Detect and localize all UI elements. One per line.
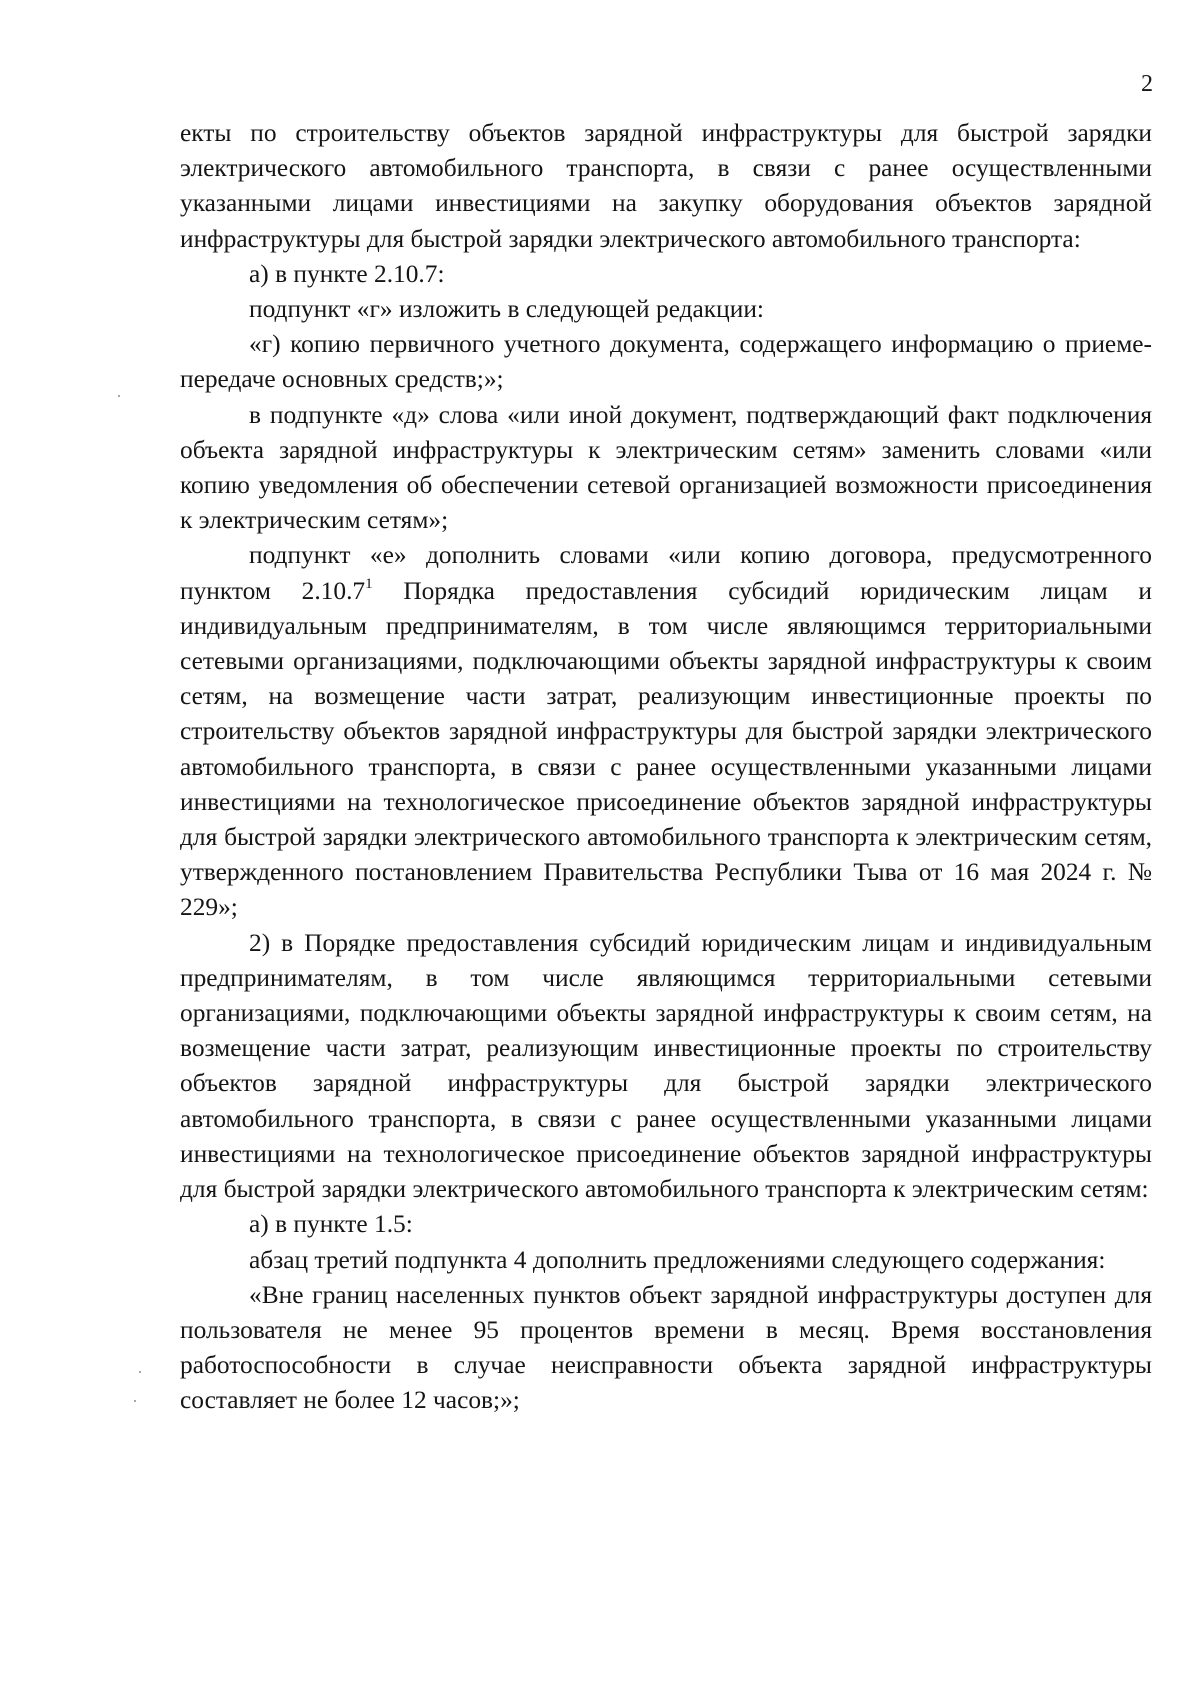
page-number: 2 (1141, 71, 1153, 97)
paragraph-availability-text: «Вне границ населенных пунктов объект зарядной инфраструктуры доступен для пользователя не менее 95 процентов времени в месяц. Время восстановления работоспособности в случае неисправности объекта зарядной инфраструктуры составляет не более 12 часов;»; (180, 1280, 1152, 1415)
scan-speck (139, 1371, 141, 1373)
scan-speck (134, 1400, 136, 1402)
paragraph-subitem-4-addition: абзац третий подпункта 4 дополнить предложениями следующего содержания: (249, 1245, 1106, 1274)
paragraph-subitem-g-intro: подпункт «г» изложить в следующей редакции: (249, 295, 764, 324)
paragraph-item-2-procedure: 2) в Порядке предоставления субсидий юридическим лицам и индивидуальным предпринимателям, в том числе являющимся территориальными сетевыми организациями, подключающими объекты зарядной инфраструктуры к своим сетям, на возмещение части затрат, реализующим инвестиционные проекты по строительству объектов зарядной инфраструктуры для быстрой зарядки электрического автомобильного транспорта, в связи с ранее осуществленными указанными лицами инвестициями на технологическое присоединение объектов зарядной инфраструктуры для быстрой зарядки электрического автомобильного транспорта к электрическим сетям: (180, 928, 1152, 1204)
scan-speck (118, 395, 120, 397)
paragraph-investments-purchase-continuation: екты по строительству объектов зарядной инфраструктуры для быстрой зарядки электрического автомобильного транспорта, в связи с ранее осуществленными указанными лицами инвестициями на закупку оборудования объектов зарядной инфраструктуры для быстрой зарядки электрического автомобильного транспорта: (180, 119, 1152, 253)
paragraph-item-a-2-10-7: а) в пункте 2.10.7: (249, 259, 445, 288)
paragraph-subitem-e-part1: подпункт «е» дополнить словами «или копию договора, предусмотренного пунктом 2.10.7 (180, 541, 1152, 605)
paragraph-item-a-1-5: а) в пункте 1.5: (249, 1210, 413, 1239)
paragraph-subitem-g-text: «г) копию первичного учетного документа, содержащего информацию о приеме-передаче основных средств;»; (180, 330, 1152, 394)
footnote-superscript: 1 (365, 575, 373, 592)
paragraph-subitem-e-part2: Порядка предоставления субсидий юридическим лицам и индивидуальным предпринимателям, в том числе являющимся территориальными сетевыми организациями, подключающими объекты зарядной инфраструктуры к своим сетям, на возмещение части затрат, реализующим инвестиционные проекты по строительству объектов зарядной инфраструктуры для быстрой зарядки электрического автомобильного транспорта, в связи с ранее осуществленными указанными лицами инвестициями на технологическое присоединение объектов зарядной инфраструктуры для быстрой зарядки электрического автомобильного транспорта к электрическим сетям, утвержденного постановлением Правительства Республики Тыва от 16 мая 2024 г. № 229»; (180, 576, 1152, 922)
paragraph-subitem-d: в подпункте «д» слова «или иной документ, подтверждающий факт подключения объекта зарядной инфраструктуры к электрическим сетям» заменить словами «или копию уведомления об обеспечении сетевой организацией возможности присоединения к электрическим сетям»; (180, 400, 1152, 535)
document-body (180, 116, 1152, 1419)
paragraph-subitem-e (180, 538, 1152, 925)
